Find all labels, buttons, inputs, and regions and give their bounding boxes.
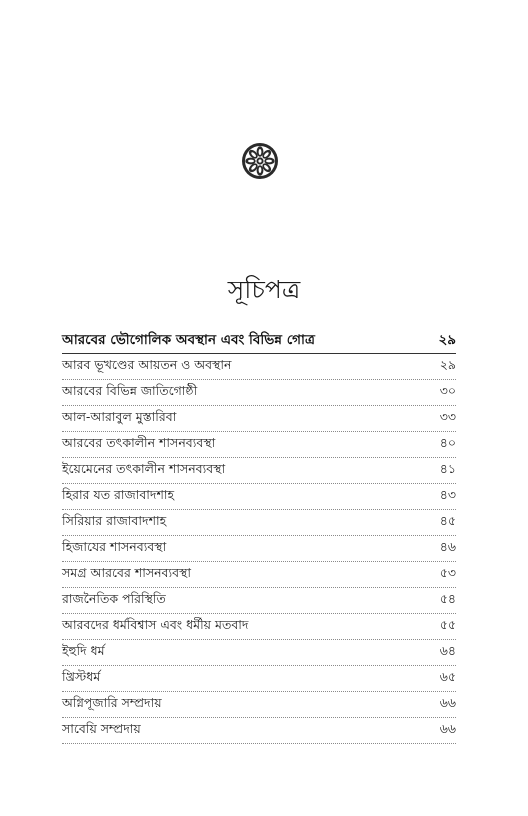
toc-entry-title: হিজাযের শাসনব্যবস্থা (62, 538, 167, 554)
toc-entry-title: সমগ্র আরবের শাসনব্যবস্থা (62, 564, 191, 580)
toc-entry-title: আরবের বিভিন্ন জাতিগোষ্ঠী (62, 382, 198, 398)
toc-page-number: ৩৩ (439, 408, 456, 424)
toc-row (62, 484, 456, 510)
toc-entry-title: রাজনৈতিক পরিস্থিতি (62, 590, 166, 606)
toc-row (62, 510, 456, 536)
toc-entry-title: সিরিয়ার রাজাবাদশাহ (62, 512, 167, 528)
toc-page-number: ৪১ (439, 460, 456, 476)
toc-page-number: ৩০ (439, 382, 456, 398)
toc-row (62, 458, 456, 484)
toc-entry-title: অগ্নিপূজারি সম্প্রদায় (62, 694, 162, 710)
toc-row (62, 354, 456, 380)
toc-entry-title: ইয়েমেনের তৎকালীন শাসনব্যবস্থা (62, 460, 226, 476)
toc-chapter-row (62, 327, 456, 354)
toc-row (62, 432, 456, 458)
toc-page-number: ২৯ (438, 331, 456, 348)
toc-page-number: ৬৪ (439, 642, 456, 658)
toc-entry-title: আল-আরাবুল মুস্তারিবা (62, 408, 177, 424)
toc-entry-title: আরবের ভৌগোলিক অবস্থান এবং বিভিন্ন গোত্র (62, 331, 315, 348)
toc-row (62, 536, 456, 562)
toc-row (62, 380, 456, 406)
table-of-contents (62, 327, 456, 744)
toc-page-number: ৬৬ (439, 694, 456, 710)
toc-entry-title: আরবদের ধর্মবিশ্বাস এবং ধর্মীয় মতবাদ (62, 616, 249, 632)
toc-row (62, 718, 456, 744)
toc-row (62, 666, 456, 692)
toc-page-number: ৬৬ (439, 720, 456, 736)
toc-row (62, 692, 456, 718)
toc-entry-title: হিরার যত রাজাবাদশাহ (62, 486, 175, 502)
toc-page-number: ৪৬ (439, 538, 456, 554)
toc-row (62, 562, 456, 588)
toc-page-number: ২৯ (439, 356, 456, 372)
toc-page-number: ৪০ (439, 434, 456, 450)
flower-ornament-icon (241, 142, 279, 180)
toc-page-number: ৫৩ (439, 564, 456, 580)
toc-page-number: ৫৪ (439, 590, 456, 606)
toc-entry-title: খ্রিস্টধর্ম (62, 668, 101, 684)
toc-page-number: ৫৫ (439, 616, 456, 632)
toc-row (62, 406, 456, 432)
toc-entry-title: আরব ভূখণ্ডের আয়তন ও অবস্থান (62, 356, 232, 372)
toc-page-number: ৪৫ (439, 512, 456, 528)
toc-row (62, 640, 456, 666)
toc-row (62, 588, 456, 614)
page-title: সূচিপত্র (227, 275, 301, 304)
toc-page-number: ৬৫ (439, 668, 456, 684)
toc-page-number: ৪৩ (439, 486, 456, 502)
toc-entry-title: ইহুদি ধর্ম (62, 642, 105, 658)
toc-entry-title: আরবের তৎকালীন শাসনব্যবস্থা (62, 434, 216, 450)
toc-row (62, 614, 456, 640)
toc-entry-title: সাবেয়ি সম্প্রদায় (62, 720, 141, 736)
